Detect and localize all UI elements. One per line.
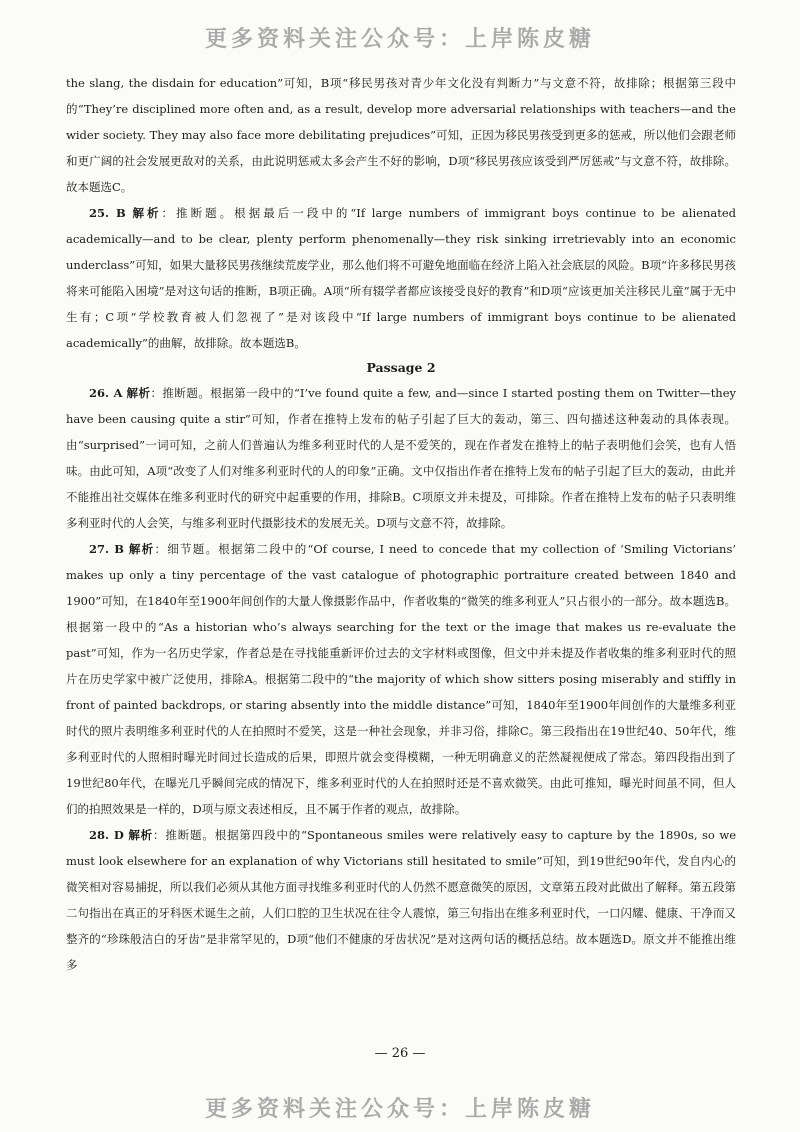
intro-paragraph: the slang, the disdain for education”可知，B项“移民男孩对青少年文化没有判断力”与文意不符，故排除；根据第三段中的“They’re disciplined more often and, as a result, develop more adversarial relationships with teachers—and the wider society. They may also face more debilitating prejudices”可知，正因为移民男孩受到更多的惩戒，所以他们会跟老师和更广阔的社会发展更敌对的关系，由此说明惩戒太多会产生不好的影响，D项“移民男孩应该受到严厉惩戒”与文意不符，故排除。故本题选C。 — [66, 76, 736, 194]
q28-text: ：推断题。根据第四段中的“Spontaneous smiles were relatively easy to capture by the 1890s, so we must look elsewhere for an explanation of why Victorians still hesitated to smile”可知，到19世纪90年代，发自内心的微笑相对容易捕捉，所以我们必须从其他方面寻找维多利亚时代的人仍然不愿意微笑的原因，文章第五段对此做出了解释。第五段第二句指出在真正的牙科医术诞生之前，人们口腔的卫生状况在往令人震惊，第三句指出在维多利亚时代，一口闪耀、健康、干净而又整齐的“珍珠般洁白的牙齿”是非常罕见的，D项“他们不健康的牙齿状况”是对这两句话的概括总结。故本题选D。原文并不能推出维多 — [66, 828, 736, 972]
q26-tag: 解析 — [126, 386, 151, 400]
question-25 — [66, 200, 736, 356]
q27-text: ：细节题。根据第二段中的“Of course, I need to concede that my collection of ‘Smiling Victorians’ makes up only a tiny percentage of the vast catalogue of photographic portraiture created between 1840 and 1900”可知，在1840年至1900年间创作的大量人像摄影作品中，作者收集的“微笑的维多利亚人”只占很小的一部分。故本题选B。根据第一段中的“As a historian who’s always searching for the text or the image that makes us re-evaluate the past”可知，作为一名历史学家，作者总是在寻找能重新评价过去的文字材料或图像，但文中并未提及作者收集的维多利亚时代的照片在历史学家中被广泛使用，排除A。根据第二段中的“the majority of which show sitters posing miserably and stiffly in front of painted backdrops, or staring absently into the middle distance”可知，1840年至1900年间创作的大量维多利亚时代的照片表明维多利亚时代的人在拍照时不爱笑，这是一种社会现象，并非习俗，排除C。第三段指出在19世纪40、50年代，维多利亚时代的人照相时曝光时间过长造成的后果，即照片就会变得模糊，一种无明确意义的茫然凝视便成了常态。第四段指出到了19世纪80年代，在曝光几乎瞬间完成的情况下，维多利亚时代的人在拍照时还是不喜欢微笑。由此可推知，曝光时间虽不同，但人们的拍照效果是一样的，D项与原文表述相反，且不属于作者的观点，故排除。 — [66, 542, 737, 816]
page-content — [66, 70, 736, 978]
question-27 — [66, 536, 736, 822]
q25-answer: 25. B — [89, 206, 126, 220]
q27-answer: 27. B — [89, 542, 124, 556]
q27-tag: 解析 — [128, 542, 155, 556]
q26-answer: 26. A — [89, 386, 123, 400]
watermark-bottom: 更多资料关注公众号：上岸陈皮糖 — [204, 1097, 595, 1122]
passage-title: Passage 2 — [366, 360, 436, 375]
q25-tag: 解析 — [132, 206, 162, 220]
watermark-top: 更多资料关注公众号：上岸陈皮糖 — [204, 27, 595, 52]
question-28 — [66, 822, 736, 978]
q28-tag: 解析 — [128, 828, 154, 842]
q25-text: ：推断题。根据最后一段中的“If large numbers of immigrant boys continue to be alienated academically—and to be clear, plenty perform phenomenally—they risk sinking irretrievably into an economic underclass”可知，如果大量移民男孩继续荒废学业，那么他们将不可避免地面临在经济上陷入社会底层的风险。B项“许多移民男孩将来可能陷入困境”是对这句话的推断，B项正确。A项“所有辍学者都应该接受良好的教育”和D项“应该更加关注移民儿童”属于无中生有；C项“学校教育被人们忽视了”是对该段中“If large numbers of immigrant boys continue to be alienated academically”的曲解，故排除。故本题选B。 — [66, 206, 736, 350]
q26-text: ：推断题。根据第一段中的“I’ve found quite a few, and—since I started posting them on Twitter—they have been causing quite a stir”可知，作者在推特上发布的帖子引起了巨大的轰动，第三、四句描述这种轰动的具体表现。由“surprised”一词可知，之前人们普遍认为维多利亚时代的人是不爱笑的，现在作者发在推特上的帖子表明他们会笑，也有人悟味。由此可知，A项“改变了人们对维多利亚时代的人的印象”正确。文中仅指出作者在推特上发布的帖子引起了巨大的轰动，由此并不能推出社交媒体在维多利亚时代的研究中起重要的作用，排除B。C项原文并未提及，可排除。作者在推特上发布的帖子只表明维多利亚时代的人会笑，与维多利亚时代摄影技术的发展无关。D项与文意不符，故排除。 — [66, 386, 737, 530]
page-number: — 26 — — [374, 1046, 426, 1061]
q28-answer: 28. D — [89, 828, 124, 842]
question-26 — [66, 380, 736, 536]
